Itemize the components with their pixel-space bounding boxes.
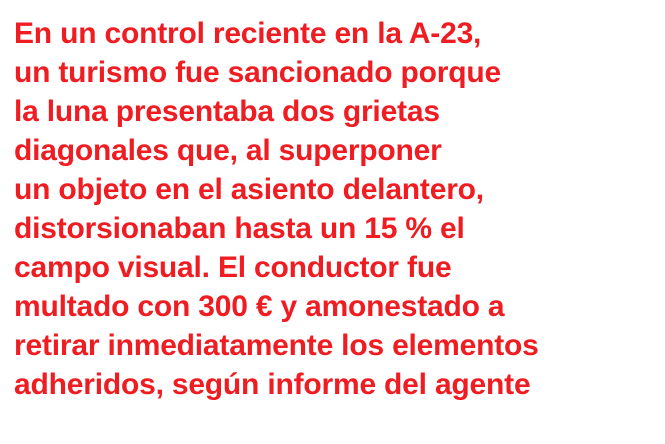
text-line: un objeto en el asiento delantero, bbox=[14, 173, 484, 206]
text-line: distorsionaban hasta un 15 % el bbox=[14, 212, 465, 245]
text-line: multado con 300 € y amonestado a bbox=[14, 290, 505, 323]
text-line: retirar inmediatamente los elementos bbox=[14, 329, 539, 362]
text-line: diagonales que, al superponer bbox=[14, 134, 442, 167]
text-line: En un control reciente en la A-23, bbox=[14, 17, 482, 50]
text-line: la luna presentaba dos grietas bbox=[14, 95, 440, 128]
text-line: campo visual. El conductor fue bbox=[14, 251, 452, 284]
text-line: un turismo fue sancionado porque bbox=[14, 56, 501, 89]
text-line: adheridos, según informe del agente bbox=[14, 368, 531, 401]
